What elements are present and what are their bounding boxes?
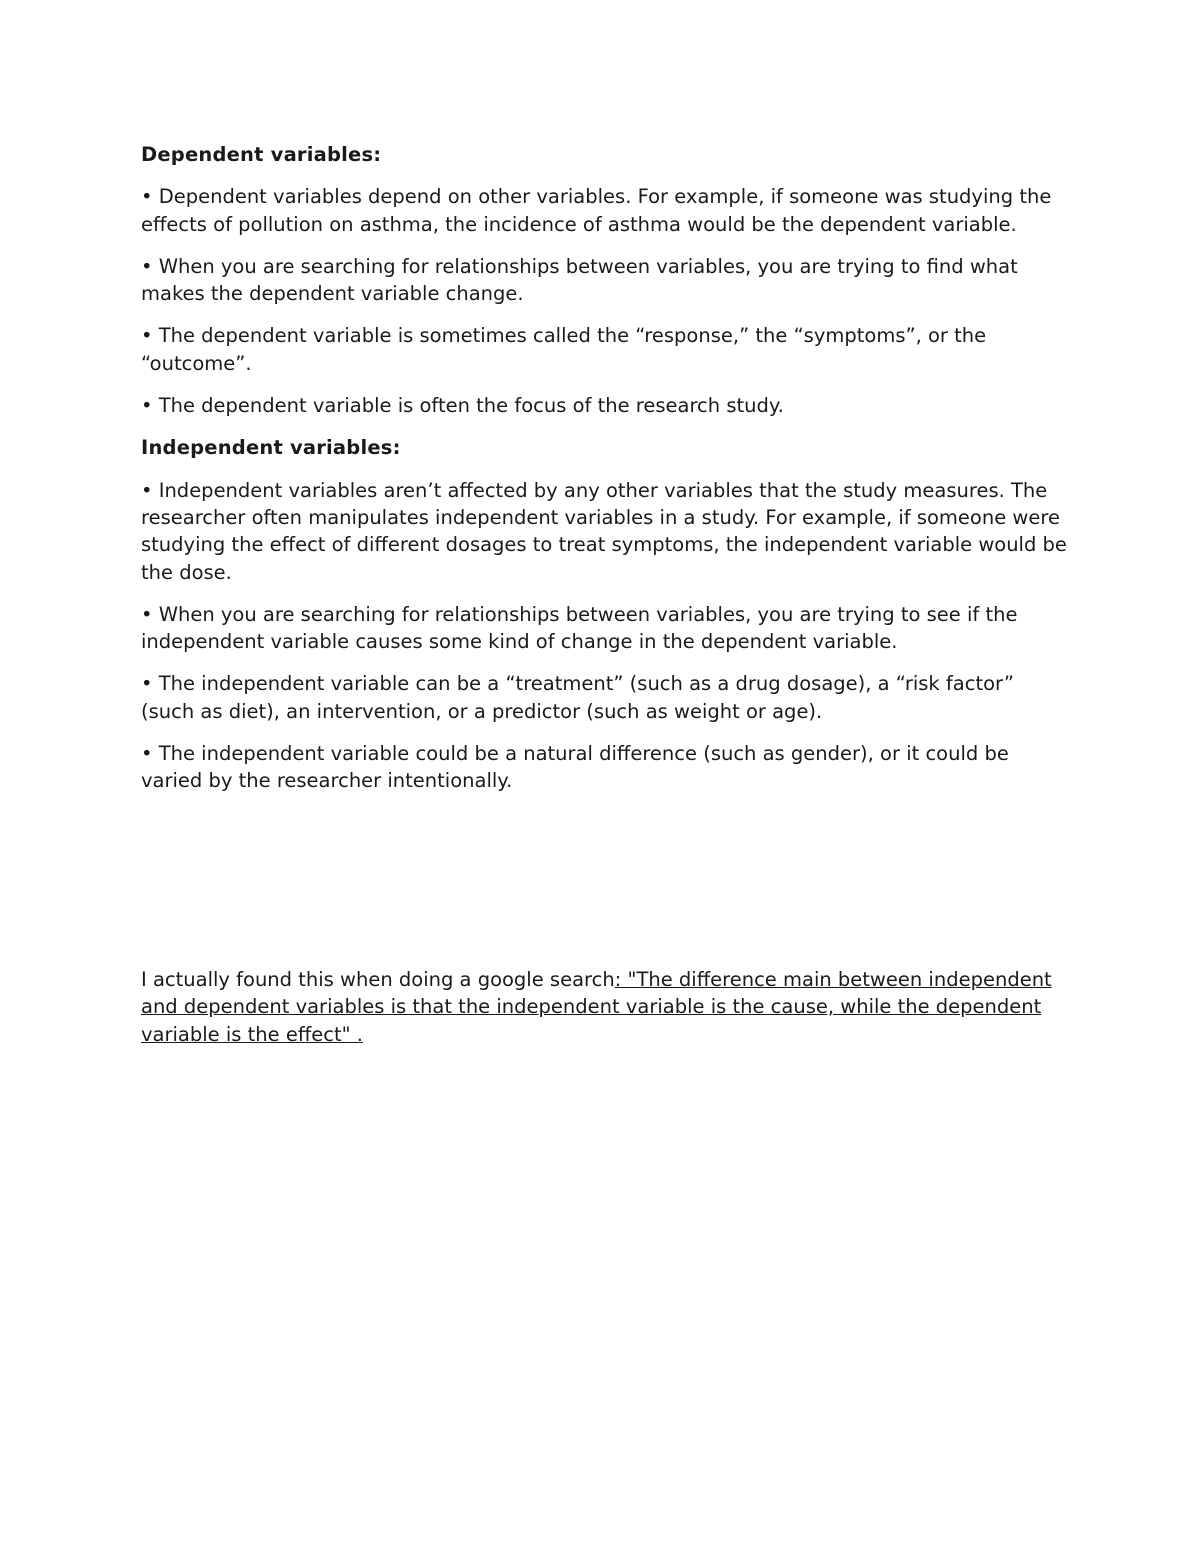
search-note-prefix: I actually found this when doing a google search (141, 968, 615, 991)
independent-bullet-2: • When you are searching for relationships between variables, you are trying to see if the independent variable causes some kind of change in the dependent variable. (141, 602, 1018, 654)
dependent-bullet-3: • The dependent variable is sometimes called the “response,” the “symptoms”, or the “outcome”. (141, 324, 987, 375)
independent-bullet-1: • Independent variables aren’t affected by any other variables that the study measures. The researcher often manipulates independent variables in a study. For example, if someone were studying the effect of different dosages to treat symptoms, the independent variable would be the dose. (141, 478, 1067, 584)
search-note-quote: : "The difference main between independent and dependent variables is that the independent variable is the cause, while the dependent variable is the effect" . (141, 968, 1052, 1046)
dependent-bullet-4: • The dependent variable is often the focus of the research study. (141, 394, 784, 418)
independent-bullet-3: • The independent variable can be a “treatment” (such as a drug dosage), a “risk factor” (such as diet), an intervention, or a predictor (such as weight or age). (141, 672, 1014, 723)
dependent-bullet-1: • Dependent variables depend on other variables. For example, if someone was studying the effects of pollution on asthma, the incidence of asthma would be the dependent variable. (141, 185, 1052, 236)
dependent-bullet-2: • When you are searching for relationships between variables, you are trying to find what makes the dependent variable change. (141, 254, 1018, 306)
independent-variables-heading: Independent variables: (141, 436, 401, 460)
document-body (141, 141, 1071, 810)
search-note (141, 966, 1076, 1048)
dependent-variables-heading: Dependent variables: (141, 143, 382, 166)
independent-bullet-4: • The independent variable could be a natural difference (such as gender), or it could be varied by the researcher intentionally. (141, 742, 1009, 793)
